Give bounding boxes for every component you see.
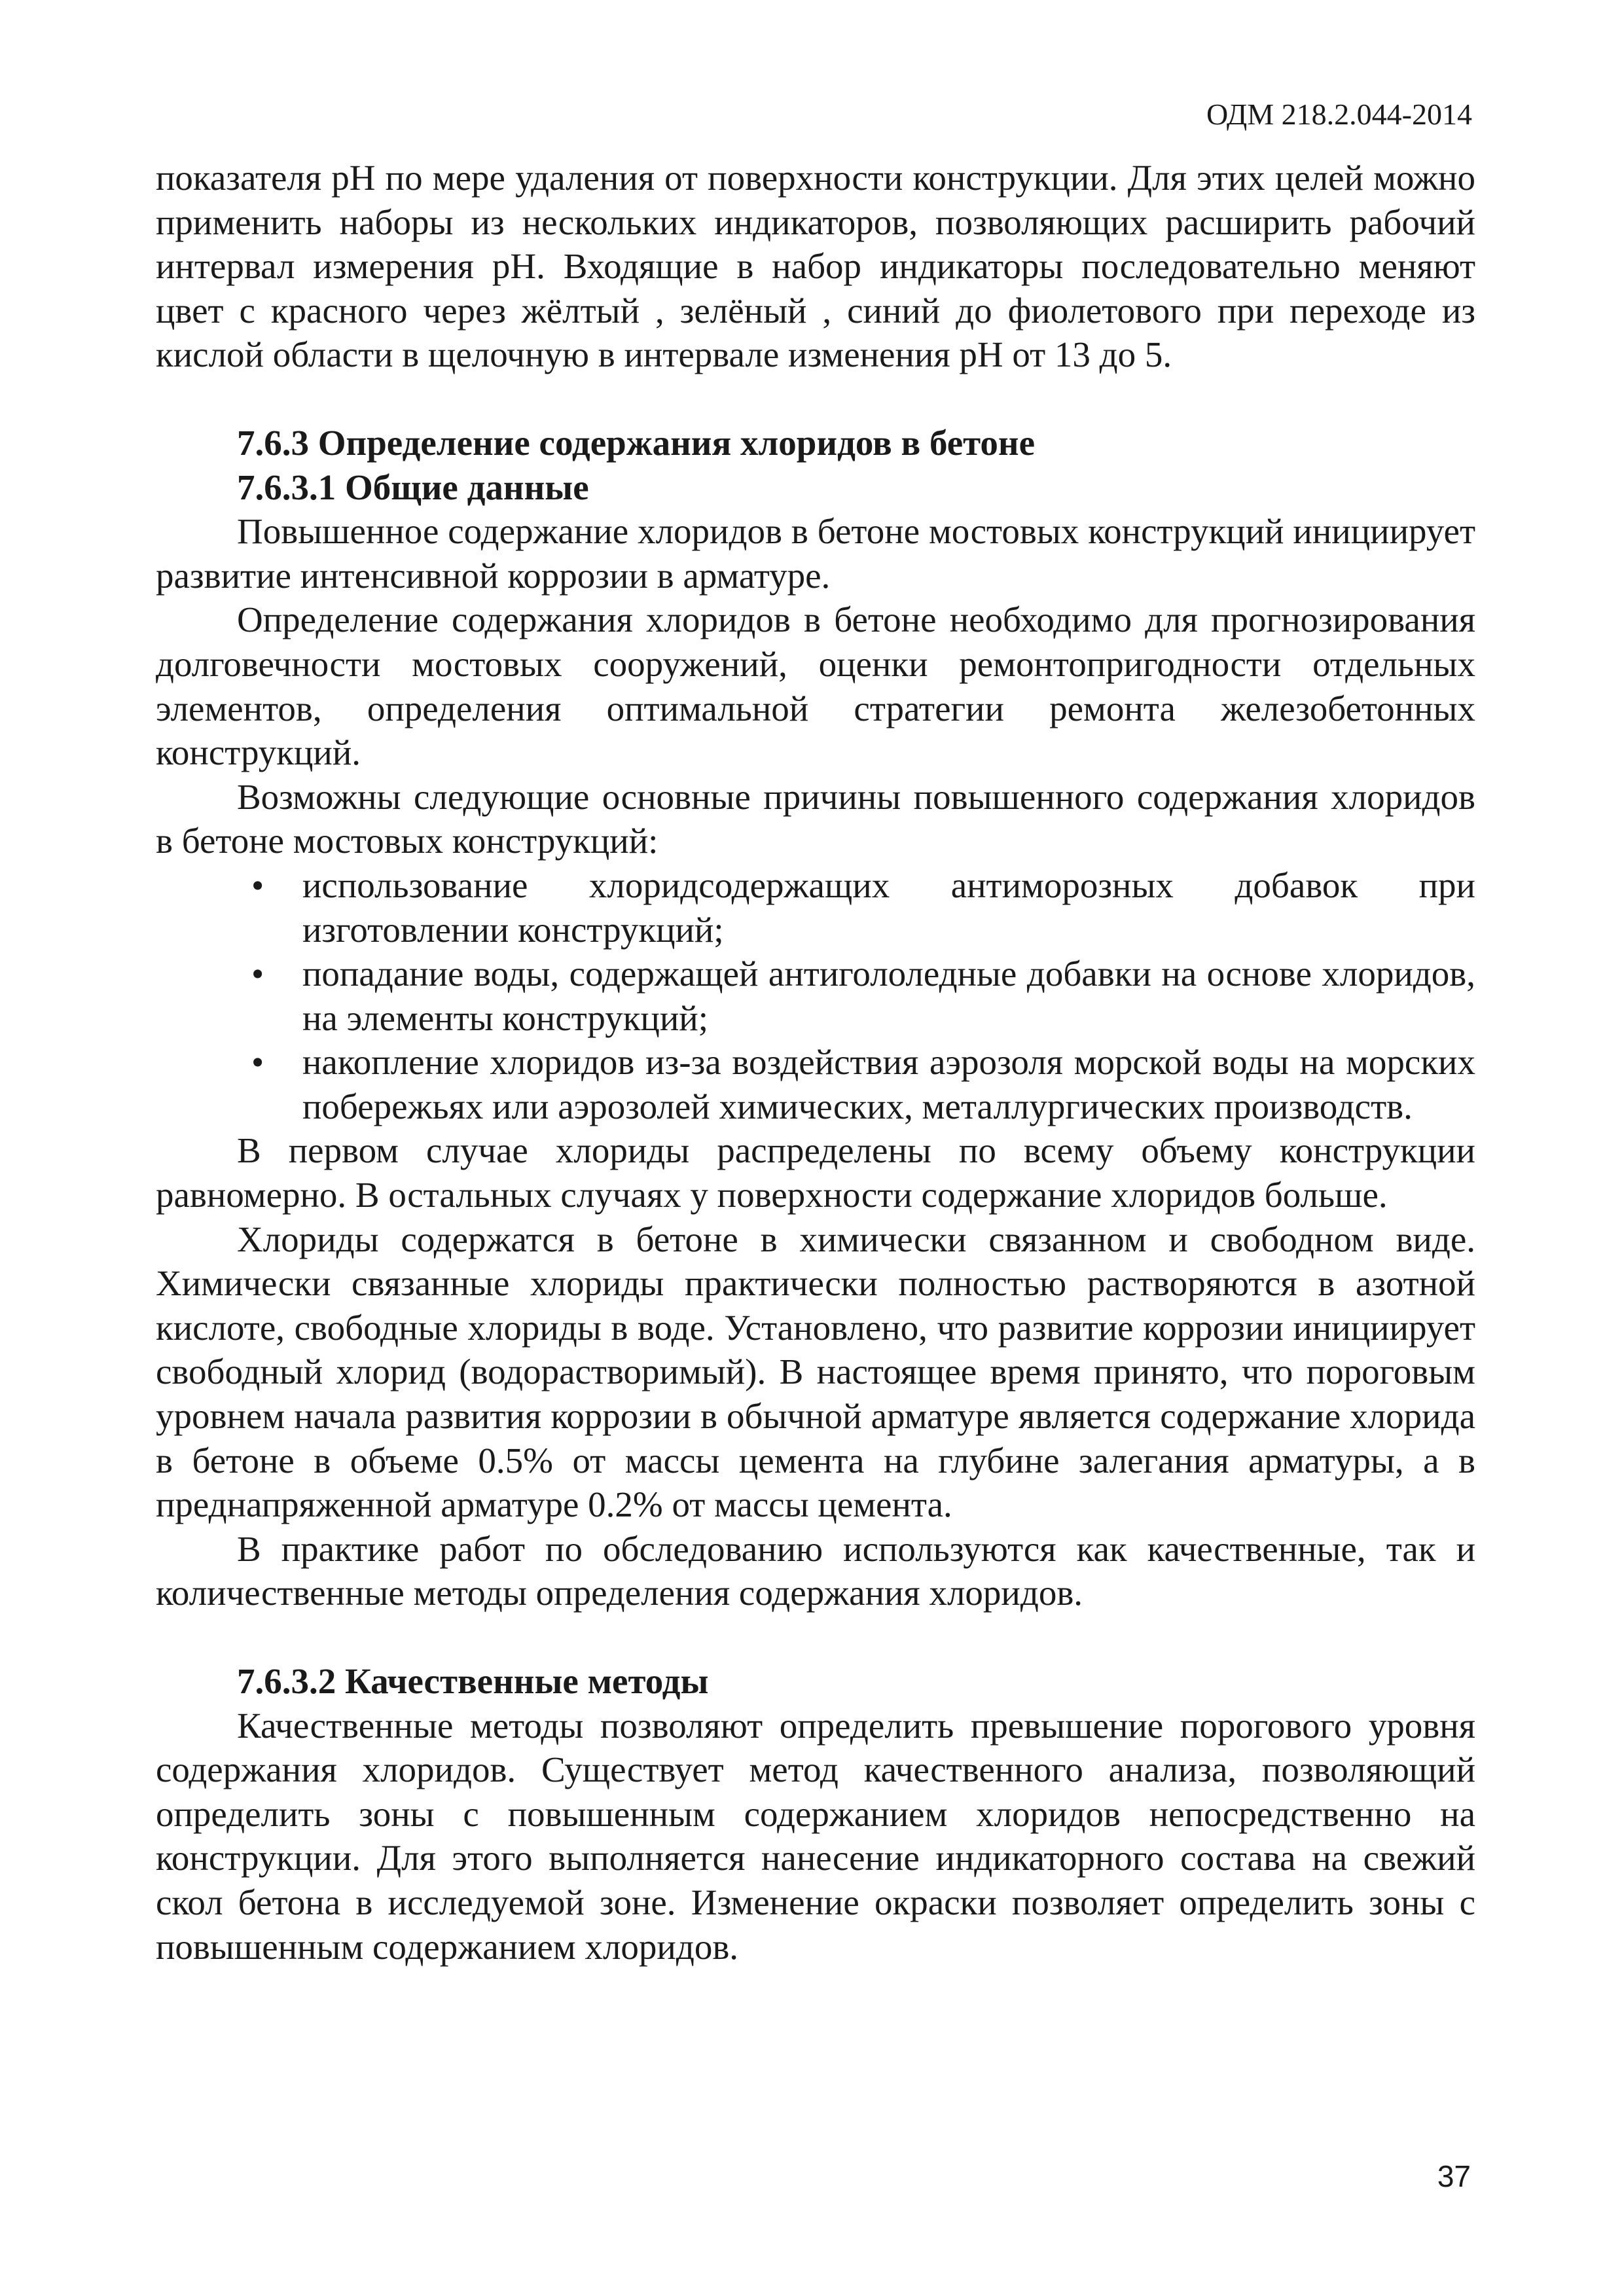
paragraph: Повышенное содержание хлоридов в бетоне мостовых конструкций инициирует развитие интенсивной коррозии в арматуре. bbox=[156, 511, 1475, 596]
page-body bbox=[156, 156, 1475, 1969]
list-item bbox=[156, 952, 1475, 1040]
page-number: 37 bbox=[1437, 2159, 1471, 2193]
section-heading-7-6-3: 7.6.3 Определение содержания хлоридов в бетоне bbox=[237, 422, 1036, 463]
subsection-heading-7-6-3-2: 7.6.3.2 Качественные методы bbox=[237, 1661, 709, 1701]
subsection-heading-7-6-3-1: 7.6.3.1 Общие данные bbox=[237, 467, 589, 507]
paragraph: Возможны следующие основные причины повышенного содержания хлоридов в бетоне мостовых конструкций: bbox=[156, 776, 1475, 861]
intro-paragraph: показателя pH по мере удаления от поверхности конструкции. Для этих целей можно применить наборы из нескольких индикаторов, позволяющих расширить рабочий интервал измерения pH. Входящие в набор индикаторы последовательно меняют цвет с красного через жёлтый , зелёный , синий до фиолетового при переходе из кислой области в щелочную в интервале изменения pH от 13 до 5. bbox=[156, 158, 1475, 375]
list-item-text: использование хлоридсодержащих антиморозных добавок при изготовлении конструкций; bbox=[302, 865, 1475, 950]
paragraph: В практике работ по обследованию используются как качественные, так и количественные методы определения содержания хлоридов. bbox=[156, 1528, 1475, 1613]
causes-list bbox=[156, 863, 1475, 1129]
bullet-icon: • bbox=[251, 954, 264, 994]
spacer bbox=[156, 1615, 1475, 1659]
document-code: ОДМ 218.2.044-2014 bbox=[1206, 98, 1472, 131]
list-item bbox=[156, 863, 1475, 952]
paragraph: В первом случае хлориды распределены по всему объему конструкции равномерно. В остальных случаях у поверхности содержание хлоридов больше. bbox=[156, 1130, 1475, 1215]
list-item-text: накопление хлоридов из-за воздействия аэрозоля морской воды на морских побережьях или аэрозолей химических, металлургических производств. bbox=[302, 1042, 1475, 1126]
paragraph: Хлориды содержатся в бетоне в химически связанном и свободном виде. Химически связанные хлориды практически полностью растворяются в азотной кислоте, свободные хлориды в воде. Установлено, что развитие коррозии инициирует свободный хлорид (водорастворимый). В настоящее время принято, что пороговым уровнем начала развития коррозии в обычной арматуре является содержание хлорида в бетоне в объеме 0.5% от массы цемента на глубине залегания арматуры, а в преднапряженной арматуре 0.2% от массы цемента. bbox=[156, 1219, 1475, 1525]
list-item bbox=[156, 1040, 1475, 1128]
paragraph: Определение содержания хлоридов в бетоне необходимо для прогнозирования долговечности мостовых сооружений, оценки ремонтопригодности отдельных элементов, определения оптимальной стратегии ремонта железобетонных конструкций. bbox=[156, 600, 1475, 773]
bullet-icon: • bbox=[251, 1042, 264, 1083]
spacer bbox=[156, 377, 1475, 421]
list-item-text: попадание воды, содержащей антигололедные добавки на основе хлоридов, на элементы конструкций; bbox=[302, 954, 1475, 1038]
paragraph: Качественные методы позволяют определить превышение порогового уровня содержания хлоридов. Существует метод качественного анализа, позволяющий определить зоны с повышенным содержанием хлоридов непосредственно на конструкции. Для этого выполняется нанесение индикаторного состава на свежий скол бетона в исследуемой зоне. Изменение окраски позволяет определить зоны с повышенным содержанием хлоридов. bbox=[156, 1705, 1475, 1967]
bullet-icon: • bbox=[251, 865, 264, 905]
